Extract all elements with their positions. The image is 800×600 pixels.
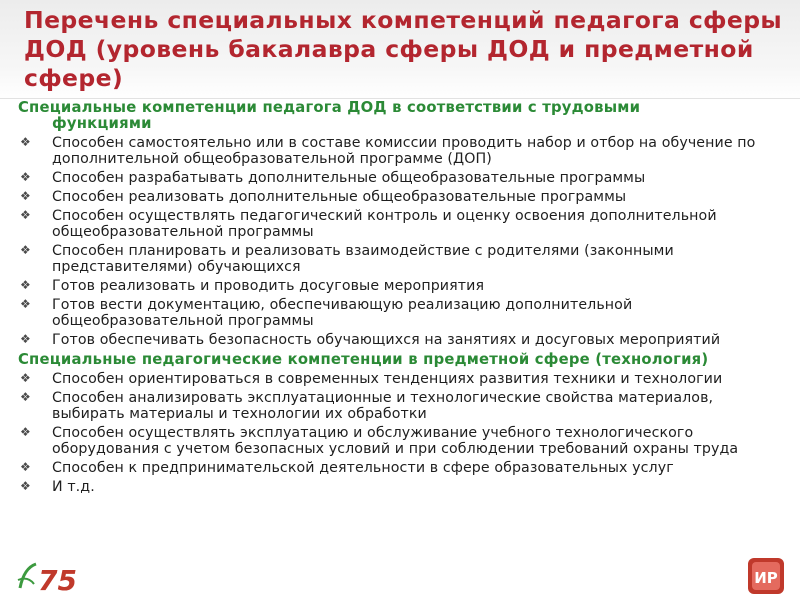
diamond-bullet-icon: ❖	[20, 208, 31, 222]
competency-list-labor-functions	[18, 135, 788, 348]
competency-text: Готов обеспечивать безопасность обучающихся на занятиях и досуговых мероприятий	[52, 332, 721, 348]
competency-item	[18, 425, 788, 457]
section-heading-labor-functions	[18, 100, 788, 132]
competency-item	[18, 278, 788, 294]
competency-item	[18, 460, 788, 476]
competency-text: Способен планировать и реализовать взаимодействие с родителями (законными представителями) обучающихся	[52, 243, 674, 275]
competency-text: Способен анализировать эксплуатационные и технологические свойства материалов, выбирать материалы и технологии их обработки	[52, 390, 714, 422]
competency-item	[18, 297, 788, 329]
competency-item	[18, 170, 788, 186]
competency-text: И т.д.	[52, 479, 95, 495]
diamond-bullet-icon: ❖	[20, 189, 31, 203]
competency-item	[18, 135, 788, 167]
competency-list-subject-area	[18, 371, 788, 495]
competency-item	[18, 479, 788, 495]
diamond-bullet-icon: ❖	[20, 170, 31, 184]
diamond-bullet-icon: ❖	[20, 332, 31, 346]
university-emblem-icon	[746, 556, 786, 596]
diamond-bullet-icon: ❖	[20, 390, 31, 404]
competency-text: Способен осуществлять педагогический контроль и оценку освоения дополнительной общеобразовательной программы	[52, 208, 717, 240]
diamond-bullet-icon: ❖	[20, 479, 31, 493]
emblem-letters: ИР	[754, 569, 778, 587]
competency-item	[18, 332, 788, 348]
diamond-bullet-icon: ❖	[20, 371, 31, 385]
competency-item	[18, 390, 788, 422]
competency-text: Способен к предпринимательской деятельности в сфере образовательных услуг	[52, 460, 674, 476]
section-heading-line1: Специальные педагогические компетенции в предметной сфере (технология)	[18, 351, 709, 368]
content-area	[18, 100, 788, 499]
diamond-bullet-icon: ❖	[20, 135, 31, 149]
competency-text: Способен реализовать дополнительные общеобразовательные программы	[52, 189, 627, 205]
competency-text: Способен осуществлять эксплуатацию и обслуживание учебного технологического оборудования с учетом безопасных условий и при соблюдении требований охраны труда	[52, 425, 739, 457]
page-title: Перечень специальных компетенций педагога сферы ДОД (уровень бакалавра сферы ДОД и предметной сфере)	[24, 6, 783, 92]
competency-text: Способен самостоятельно или в составе комиссии проводить набор и отбор на обучение по дополнительной общеобразовательной программе (ДОП)	[52, 135, 756, 167]
competency-text: Способен разрабатывать дополнительные общеобразовательные программы	[52, 170, 646, 186]
diamond-bullet-icon: ❖	[20, 297, 31, 311]
competency-item	[18, 243, 788, 275]
competency-text: Готов реализовать и проводить досуговые мероприятия	[52, 278, 485, 294]
competency-item	[18, 371, 788, 387]
section-heading-line2: функциями	[52, 115, 152, 132]
diamond-bullet-icon: ❖	[20, 425, 31, 439]
diamond-bullet-icon: ❖	[20, 278, 31, 292]
competency-text: Готов вести документацию, обеспечивающую реализацию дополнительной общеобразовательной программы	[52, 297, 633, 329]
diamond-bullet-icon: ❖	[20, 460, 31, 474]
competency-item	[18, 208, 788, 240]
logo-number: 75	[38, 564, 77, 597]
diamond-bullet-icon: ❖	[20, 243, 31, 257]
competency-text: Способен ориентироваться в современных тенденциях развития техники и технологии	[52, 371, 723, 387]
competency-item	[18, 189, 788, 205]
anniversary-logo-icon	[14, 558, 96, 598]
section-heading-line1: Специальные компетенции педагога ДОД в соответствии с трудовыми	[18, 99, 641, 116]
section-heading-subject-area	[18, 352, 788, 368]
